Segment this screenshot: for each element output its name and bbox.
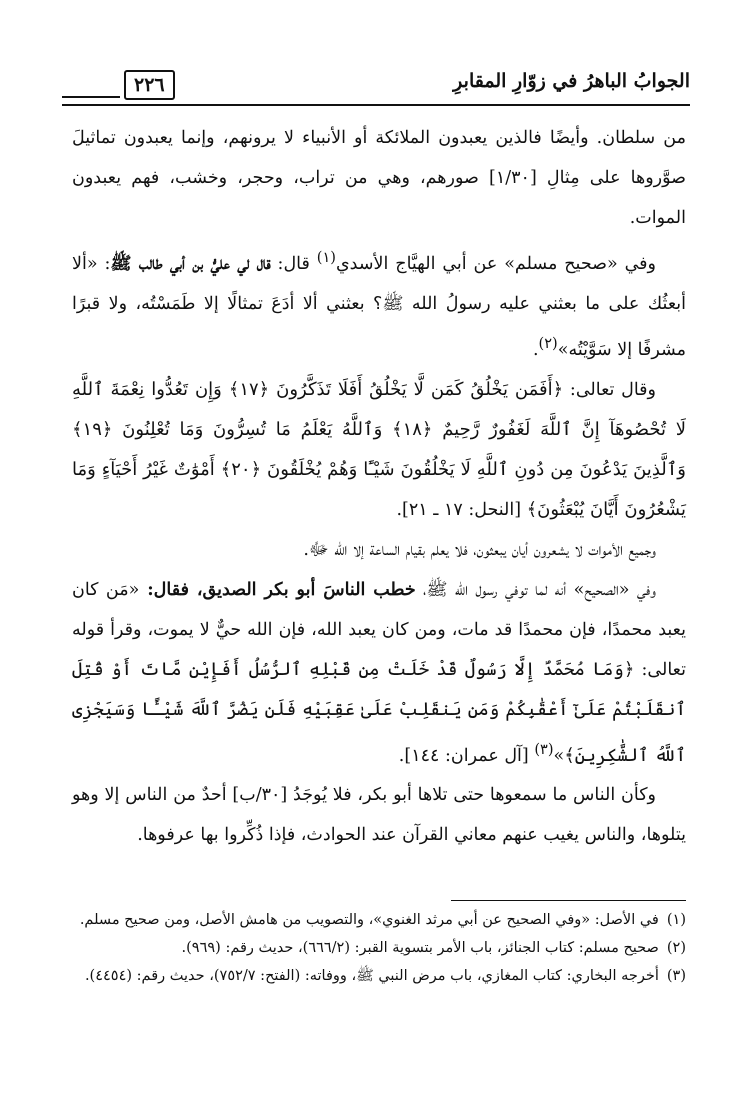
paragraph <box>72 238 686 370</box>
paragraph <box>72 118 686 238</box>
page-header <box>62 62 690 108</box>
bold-text: خطب الناسَ أبو بكر الصديق، فقال: <box>139 579 416 600</box>
footnote-text: صحيح مسلم: كتاب الجنائز، باب الأمر بتسوية القبر: (٦٦٦/٢)، حديث رقم: (٩٦٩). <box>181 940 659 956</box>
running-title: الجوابُ الباهرُ في زوّارِ المقابرِ <box>453 70 690 92</box>
quran-verse: ﴿وَمَا مُحَمَّدٌ إِلَّا رَسُولٌ قَدْ خَلَتْ مِن قَبْلِهِ ٱلرُّسُلُ أَفَإِيْن مَّاتَ أَوْ قُتِلَ ٱنقَلَبْتُمْ عَلَىٰٓ أَعْقَٰبِكُمْ وَمَن يَنقَلِبْ عَلَىٰ عَقِبَيْهِ فَلَن يَضُرَّ ٱللَّهَ شَيْـًٔا وَسَيَجْزِى ٱللَّهُ ٱلشَّٰكِرِينَ﴾ <box>72 658 686 766</box>
paragraph <box>72 530 686 570</box>
verse-reference: [النحل: ١٧ ـ ٢١]. <box>396 499 527 520</box>
footnotes <box>72 908 686 992</box>
header-rule <box>62 104 690 106</box>
footnote-number: (١) <box>666 912 686 928</box>
footnote-number: (٣) <box>666 968 686 984</box>
paragraph-text: وفي «الصحيح» أنه لما توفي رسول الله ﷺ، <box>415 579 656 600</box>
footnote-marker[interactable]: (٣) <box>534 740 554 758</box>
paragraph <box>72 570 686 776</box>
punctuation: » <box>553 745 565 766</box>
footnote-text: أخرجه البخاري: كتاب المغازي، باب مرض النبي ﷺ، ووفاته: (الفتح: ٧٥٢/٧)، حديث رقم: (٤٤٥٤). <box>84 968 659 984</box>
paragraph-text: من سلطان. وأيضًا فالذين يعبدون الملائكة أو الأنبياء لا يرونهم، وإنما يعبدون تماثيلَ صوَّروها على مِثالِ [١/٣٠] صورهم، وهي من تراب، وحجر، وخشب، فهم يعبدون الموات. <box>72 128 686 228</box>
verse-reference: [آل عمران: ١٤٤]. <box>398 745 535 766</box>
quran-verse: ﴿أَفَمَن يَخْلُقُ كَمَن لَّا يَخْلُقُ أَفَلَا تَذَكَّرُونَ ﴿١٧﴾ وَإِن تَعُدُّوا نِعْمَةَ ٱللَّهِ لَا تُحْصُوهَآ إِنَّ ٱللَّهَ لَغَفُورٌ رَّحِيمٌ ﴿١٨﴾ وَٱللَّهُ يَعْلَمُ مَا تُسِرُّونَ وَمَا تُعْلِنُونَ ﴿١٩﴾ وَٱلَّذِينَ يَدْعُونَ مِن دُونِ ٱللَّهِ لَا يَخْلُقُونَ شَيْـًٔا وَهُمْ يُخْلَقُونَ ﴿٢٠﴾ أَمْوَٰتٌ غَيْرُ أَحْيَآءٍ وَمَا يَشْعُرُونَ أَيَّانَ يُبْعَثُونَ﴾ <box>72 378 686 520</box>
main-text <box>72 118 686 855</box>
paragraph-text: قال: <box>270 253 317 274</box>
page-number: ٢٢٦ <box>124 70 175 100</box>
footnote <box>72 908 686 932</box>
footnote-text: في الأصل: «وفي الصحيح عن أبي مرثد الغنوي»، والتصويب من هامش الأصل، ومن صحيح مسلم. <box>79 912 659 928</box>
quoted-text: «مَن كان يعبد محمدًا، فإن محمدًا قد مات، ومن كان يعبد الله، فإن الله حيٌّ لا يموت، وقرأ قوله تعالى: <box>72 579 686 680</box>
paragraph <box>72 775 686 855</box>
footnote <box>72 964 686 988</box>
paragraph <box>72 370 686 530</box>
paragraph-text: وفي «صحيح مسلم» عن أبي الهيَّاج الأسدي <box>335 253 656 274</box>
punctuation: . <box>532 339 539 360</box>
footnote-separator <box>451 900 686 901</box>
footnote <box>72 936 686 960</box>
footnote-marker[interactable]: (٢) <box>538 334 558 352</box>
paragraph-text: وقال تعالى: <box>563 379 656 400</box>
quoted-text: : «ألا أبعثُك على ما بعثني عليه رسولُ الله ﷺ؟ بعثني ألا أدَعَ تمثالًا إلا طَمَسْتُه، ولا قبرًا مشرفًا إلا سَوَّيْتُه» <box>72 253 686 360</box>
footnote-marker[interactable]: (١) <box>316 249 336 266</box>
bold-text: قال لي عليُّ بن أبي طالب ﷺ <box>110 253 271 274</box>
footnote-number: (٢) <box>666 940 686 956</box>
paragraph-text: وجميع الأموات لا يشعرون أيان يبعثون، فلا يعلم بقيام الساعة إلا الله ﷻ. <box>303 539 656 560</box>
paragraph-text: وكأن الناس ما سمعوها حتى تلاها أبو بكر، فلا يُوجَدُ [٣٠/ب] أحدٌ من الناس إلا وهو يتلوها، والناس يغيب عنهم معاني القرآن عند الحوادث، فإذا ذُكِّروا بها عرفوها. <box>72 785 686 846</box>
